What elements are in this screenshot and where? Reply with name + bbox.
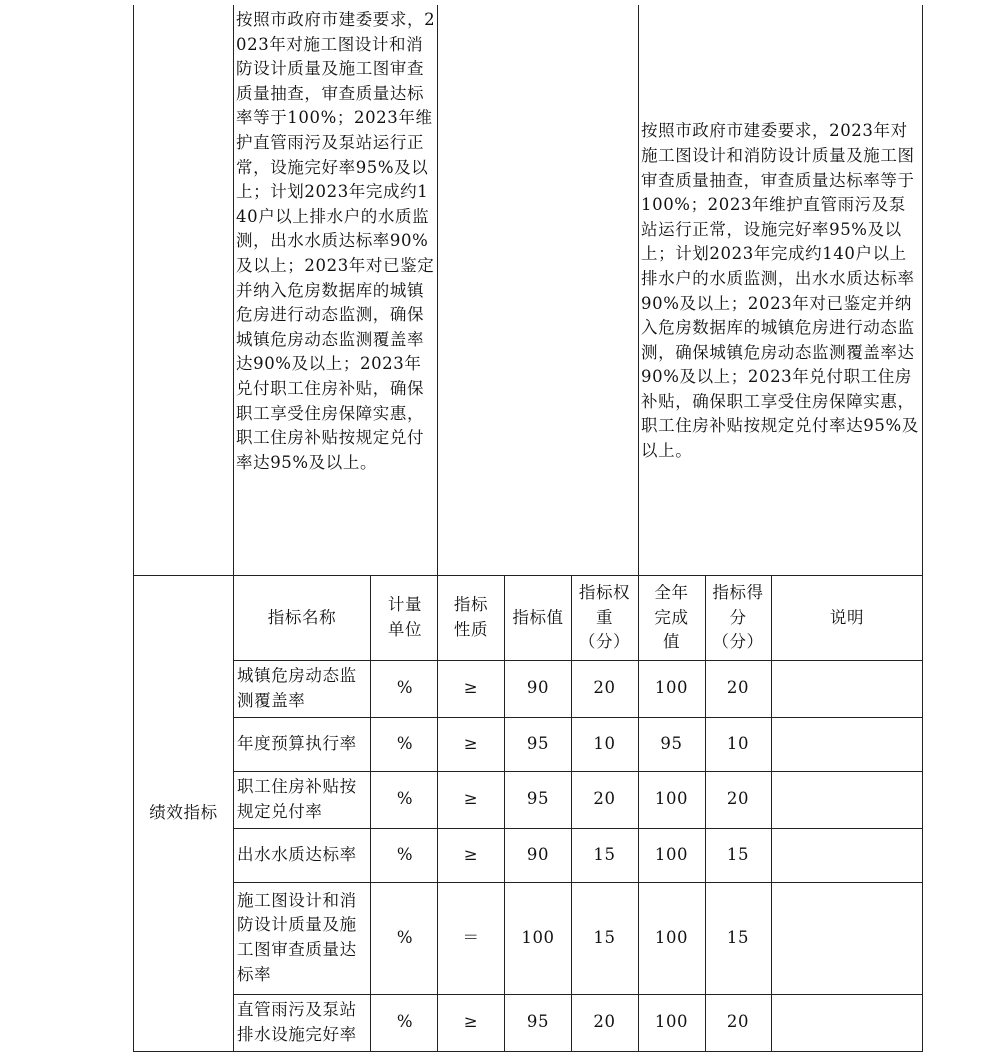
row-actual-value: 100 (654, 678, 689, 698)
row-target-value: 95 (526, 733, 550, 753)
grid-line (370, 576, 371, 1052)
row-score: 15 (726, 844, 750, 864)
grid-line (233, 994, 923, 995)
row-target-value: 90 (526, 844, 550, 864)
row-target-value: 90 (526, 678, 550, 698)
grid-line (571, 576, 572, 1052)
row-score: 20 (726, 678, 750, 698)
header-note: 说明 (829, 607, 865, 627)
row-actual-value: 100 (654, 927, 689, 947)
row-unit: % (396, 789, 414, 809)
row-weight: 20 (593, 1012, 616, 1032)
row-unit: % (396, 733, 414, 753)
row-weight: 20 (593, 678, 616, 698)
grid-line (233, 717, 923, 718)
row-actual-value: 100 (654, 844, 689, 864)
row-target-value: 100 (521, 927, 555, 947)
grid-line (233, 771, 923, 772)
grid-line (133, 5, 134, 1052)
row-target-value: 95 (526, 789, 550, 809)
row-weight: 20 (593, 789, 616, 809)
grid-line (922, 5, 923, 1052)
row-score: 20 (726, 1012, 750, 1032)
row-nature: ≥ (463, 678, 479, 698)
grid-line (233, 5, 234, 1052)
grid-line (233, 828, 923, 829)
row-nature: ＝ (462, 927, 480, 947)
row-unit: % (396, 927, 414, 947)
row-note (771, 828, 923, 882)
row-weight: 10 (593, 733, 616, 753)
row-indicator-name: 直管雨污及泵站排水设施完好率 (237, 999, 357, 1044)
grid-line (133, 1051, 923, 1052)
header-nature: 指标性质 (453, 595, 489, 639)
row-weight: 15 (593, 927, 616, 947)
header-target-value: 指标值 (512, 607, 564, 627)
perf-section-label: 绩效指标 (149, 803, 218, 823)
row-indicator-name: 职工住房补贴按规定兑付率 (237, 776, 357, 821)
row-target-value: 95 (526, 1012, 550, 1032)
row-nature: ≥ (463, 789, 479, 809)
row-unit: % (396, 678, 414, 698)
row-nature: ≥ (463, 733, 479, 753)
row-nature: ≥ (463, 844, 479, 864)
row-note (771, 771, 923, 828)
row-actual-value: 95 (660, 733, 683, 753)
grid-line (133, 575, 923, 576)
row-note (771, 882, 923, 994)
grid-line (638, 5, 639, 576)
row-note (771, 717, 923, 771)
row-indicator-name: 施工图设计和消防设计质量及施工图审查质量达标率 (237, 890, 357, 984)
grid-line (638, 576, 639, 1052)
row-unit: % (396, 1012, 414, 1032)
row-indicator-name: 年度预算执行率 (237, 733, 357, 753)
grid-line (504, 576, 505, 1052)
grid-line (437, 5, 438, 576)
row-actual-value: 100 (654, 789, 689, 809)
row-note (771, 660, 923, 717)
row-score: 20 (726, 789, 750, 809)
row-unit: % (396, 844, 414, 864)
header-unit: 计量单位 (387, 595, 423, 639)
grid-line (233, 660, 923, 661)
row-indicator-name: 出水水质达标率 (237, 844, 357, 864)
grid-line (705, 576, 706, 1052)
row-weight: 15 (593, 844, 616, 864)
grid-line (233, 882, 923, 883)
row-actual-value: 100 (654, 1012, 689, 1032)
target-description: 按照市政府市建委要求，2023年对施工图设计和消防设计质量及施工图审查质量抽查，审查质量达标率等于100%；2023年维护直管雨污及泵站运行正常，设施完好率95%及以上；计划2023年完成约140户以上排水户的水质监测，出水水质达标率90%及以上；2023年对已鉴定并纳入危房数据库的城镇危房进行动态监测，确保城镇危房动态监测覆盖率达90%及以上；2023年兑付职工住房补贴，确保职工享受住房保障实惠，职工住房补贴按规定兑付率达95%及以上。 (236, 10, 436, 472)
row-score: 10 (726, 733, 750, 753)
header-weight: 指标权重（分） (578, 583, 631, 652)
grid-line (771, 576, 772, 1052)
header-score: 指标得分（分） (712, 583, 764, 652)
row-note (771, 994, 923, 1051)
header-indicator-name: 指标名称 (267, 607, 337, 627)
header-actual-value: 全年完成值 (654, 583, 689, 652)
row-score: 15 (726, 927, 750, 947)
grid-line (437, 576, 438, 1052)
row-nature: ≥ (463, 1012, 479, 1032)
row-indicator-name: 城镇危房动态监测覆盖率 (237, 665, 357, 710)
actual-completion-description: 按照市政府市建委要求，2023年对施工图设计和消防设计质量及施工图审查质量抽查，审查质量达标率等于100%；2023年维护直管雨污及泵站运行正常，设施完好率95%及以上；计划2023年完成约140户以上排水户的水质监测，出水水质达标率90%及以上；2023年对已鉴定并纳入危房数据库的城镇危房进行动态监测，确保城镇危房动态监测覆盖率达90%及以上；2023年兑付职工住房补贴，确保职工享受住房保障实惠，职工住房补贴按规定兑付率达95%及以上。 (641, 121, 919, 461)
